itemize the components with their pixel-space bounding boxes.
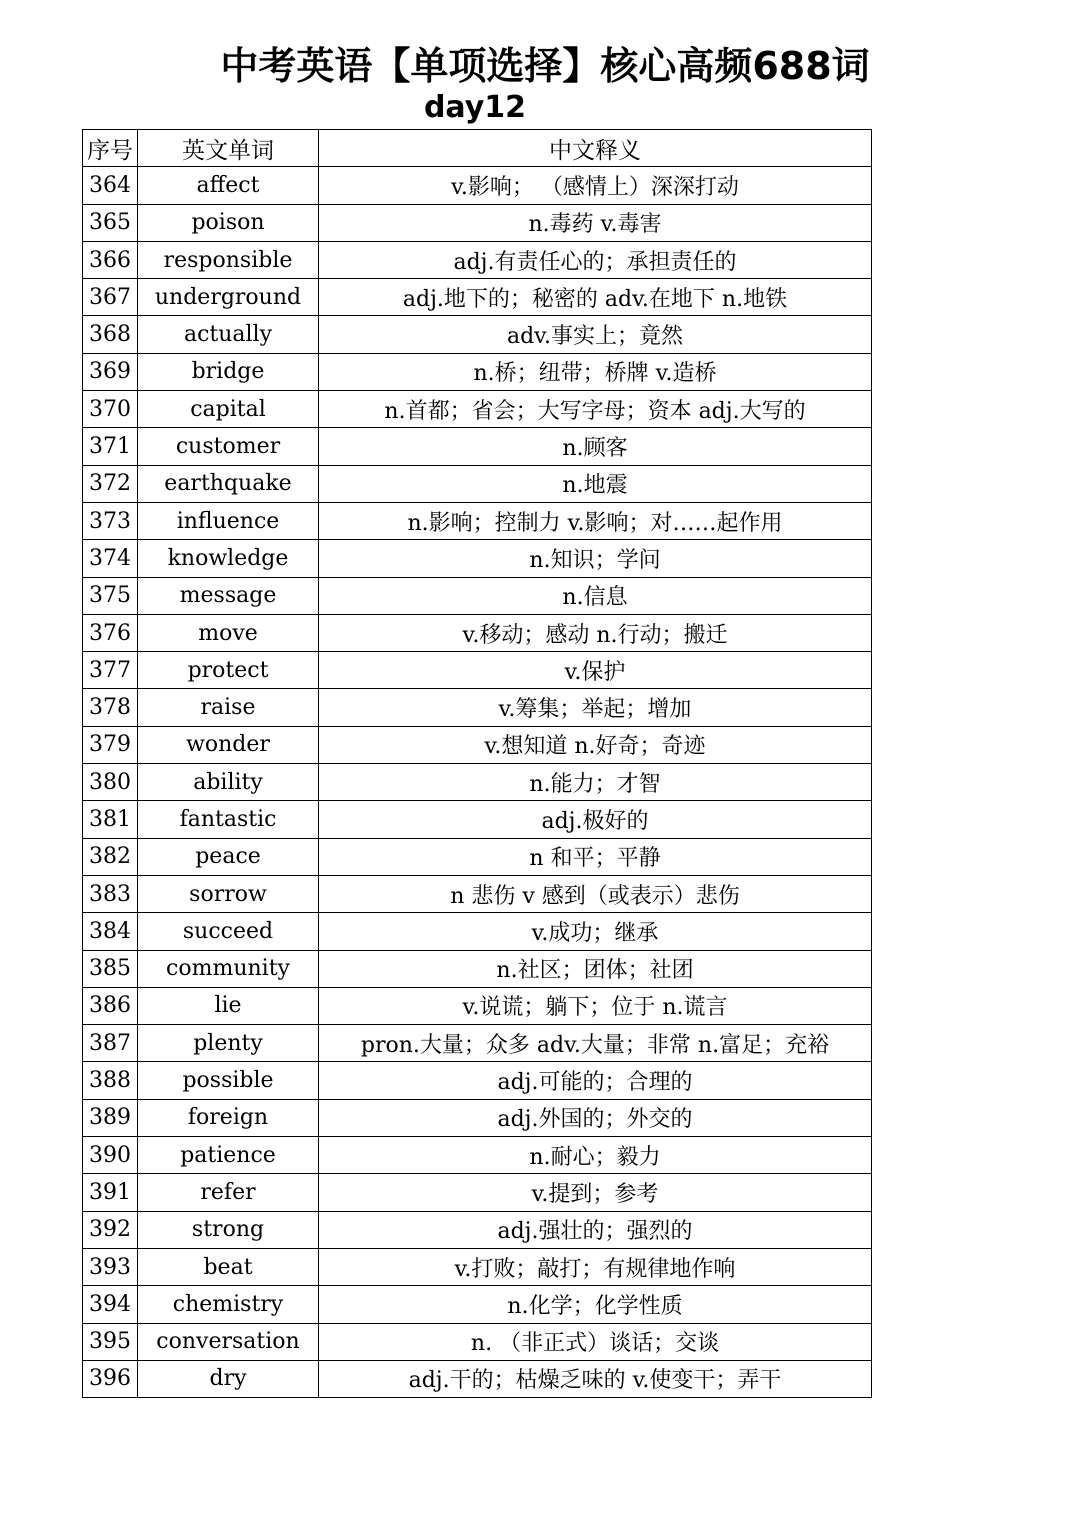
row-word: sorrow bbox=[138, 875, 319, 912]
row-number: 371 bbox=[83, 428, 138, 465]
table-row bbox=[83, 987, 872, 1024]
table-row bbox=[83, 1025, 872, 1062]
table-row bbox=[83, 689, 872, 726]
row-word: wonder bbox=[138, 726, 319, 763]
row-number: 396 bbox=[83, 1360, 138, 1397]
row-word: patience bbox=[138, 1137, 319, 1174]
table-row bbox=[83, 838, 872, 875]
row-word: peace bbox=[138, 838, 319, 875]
row-number: 388 bbox=[83, 1062, 138, 1099]
row-number: 368 bbox=[83, 316, 138, 353]
table-row bbox=[83, 540, 872, 577]
table-row bbox=[83, 950, 872, 987]
row-meaning: adj.地下的；秘密的 adv.在地下 n.地铁 bbox=[319, 279, 872, 316]
row-word: lie bbox=[138, 987, 319, 1024]
table-row bbox=[83, 465, 872, 502]
row-word: bridge bbox=[138, 353, 319, 390]
row-word: earthquake bbox=[138, 465, 319, 502]
row-meaning: adj.可能的；合理的 bbox=[319, 1062, 872, 1099]
table-row bbox=[83, 913, 872, 950]
row-meaning: n.顾客 bbox=[319, 428, 872, 465]
row-meaning: n.首都；省会；大写字母；资本 adj.大写的 bbox=[319, 391, 872, 428]
table-row bbox=[83, 204, 872, 241]
header-meaning: 中文释义 bbox=[319, 130, 872, 167]
row-word: influence bbox=[138, 502, 319, 539]
table-row bbox=[83, 577, 872, 614]
row-meaning: v.移动；感动 n.行动；搬迁 bbox=[319, 614, 872, 651]
row-word: conversation bbox=[138, 1323, 319, 1360]
row-word: move bbox=[138, 614, 319, 651]
row-meaning: n.知识；学问 bbox=[319, 540, 872, 577]
row-number: 386 bbox=[83, 987, 138, 1024]
row-word: beat bbox=[138, 1248, 319, 1285]
row-word: possible bbox=[138, 1062, 319, 1099]
row-word: underground bbox=[138, 279, 319, 316]
table-row bbox=[83, 428, 872, 465]
row-number: 381 bbox=[83, 801, 138, 838]
table-row bbox=[83, 1248, 872, 1285]
table-row bbox=[83, 391, 872, 428]
table-row bbox=[83, 726, 872, 763]
row-word: foreign bbox=[138, 1099, 319, 1136]
row-meaning: pron.大量；众多 adv.大量；非常 n.富足；充裕 bbox=[319, 1025, 872, 1062]
row-meaning: adj.极好的 bbox=[319, 801, 872, 838]
row-number: 390 bbox=[83, 1137, 138, 1174]
row-word: dry bbox=[138, 1360, 319, 1397]
row-word: succeed bbox=[138, 913, 319, 950]
row-number: 389 bbox=[83, 1099, 138, 1136]
row-number: 370 bbox=[83, 391, 138, 428]
row-meaning: v.提到；参考 bbox=[319, 1174, 872, 1211]
page-subtitle: day12 bbox=[423, 90, 527, 125]
row-number: 387 bbox=[83, 1025, 138, 1062]
row-meaning: n.能力；才智 bbox=[319, 764, 872, 801]
row-number: 384 bbox=[83, 913, 138, 950]
page-title: 中考英语【单项选择】核心高频688词 bbox=[220, 44, 870, 88]
row-number: 395 bbox=[83, 1323, 138, 1360]
row-number: 372 bbox=[83, 465, 138, 502]
table-row bbox=[83, 167, 872, 204]
row-word: knowledge bbox=[138, 540, 319, 577]
row-meaning: n.社区；团体；社团 bbox=[319, 950, 872, 987]
table-row bbox=[83, 1211, 872, 1248]
table-row bbox=[83, 353, 872, 390]
table-row bbox=[83, 801, 872, 838]
row-number: 377 bbox=[83, 652, 138, 689]
row-word: poison bbox=[138, 204, 319, 241]
header-number: 序号 bbox=[83, 130, 138, 167]
row-number: 376 bbox=[83, 614, 138, 651]
row-meaning: n.桥；纽带；桥牌 v.造桥 bbox=[319, 353, 872, 390]
table-row bbox=[83, 1062, 872, 1099]
row-word: community bbox=[138, 950, 319, 987]
table-row bbox=[83, 1360, 872, 1397]
row-meaning: v.筹集；举起；增加 bbox=[319, 689, 872, 726]
row-meaning: n.地震 bbox=[319, 465, 872, 502]
row-number: 369 bbox=[83, 353, 138, 390]
row-meaning: v.打败；敲打；有规律地作响 bbox=[319, 1248, 872, 1285]
row-number: 382 bbox=[83, 838, 138, 875]
row-number: 385 bbox=[83, 950, 138, 987]
row-word: fantastic bbox=[138, 801, 319, 838]
row-word: responsible bbox=[138, 241, 319, 278]
row-meaning: n. （非正式）谈话；交谈 bbox=[319, 1323, 872, 1360]
row-number: 366 bbox=[83, 241, 138, 278]
table-row bbox=[83, 614, 872, 651]
row-meaning: n 悲伤 v 感到（或表示）悲伤 bbox=[319, 875, 872, 912]
row-meaning: n.耐心；毅力 bbox=[319, 1137, 872, 1174]
row-number: 373 bbox=[83, 502, 138, 539]
row-meaning: n.化学；化学性质 bbox=[319, 1286, 872, 1323]
row-word: capital bbox=[138, 391, 319, 428]
row-number: 380 bbox=[83, 764, 138, 801]
row-meaning: adj.强壮的；强烈的 bbox=[319, 1211, 872, 1248]
table-row bbox=[83, 241, 872, 278]
table-row bbox=[83, 316, 872, 353]
row-word: affect bbox=[138, 167, 319, 204]
row-meaning: v.成功；继承 bbox=[319, 913, 872, 950]
table-row bbox=[83, 875, 872, 912]
row-word: raise bbox=[138, 689, 319, 726]
row-number: 392 bbox=[83, 1211, 138, 1248]
table-row bbox=[83, 502, 872, 539]
row-word: protect bbox=[138, 652, 319, 689]
table-row bbox=[83, 1099, 872, 1136]
row-word: customer bbox=[138, 428, 319, 465]
table-header-row bbox=[83, 130, 872, 167]
row-meaning: adj.外国的；外交的 bbox=[319, 1099, 872, 1136]
row-meaning: n.影响；控制力 v.影响；对……起作用 bbox=[319, 502, 872, 539]
row-number: 374 bbox=[83, 540, 138, 577]
table-row bbox=[83, 1137, 872, 1174]
row-number: 379 bbox=[83, 726, 138, 763]
row-number: 378 bbox=[83, 689, 138, 726]
row-meaning: adj.有责任心的；承担责任的 bbox=[319, 241, 872, 278]
row-number: 375 bbox=[83, 577, 138, 614]
row-meaning: v.说谎；躺下；位于 n.谎言 bbox=[319, 987, 872, 1024]
row-word: chemistry bbox=[138, 1286, 319, 1323]
row-number: 393 bbox=[83, 1248, 138, 1285]
vocabulary-table bbox=[82, 129, 872, 1398]
table-row bbox=[83, 1323, 872, 1360]
table-row bbox=[83, 1174, 872, 1211]
row-word: plenty bbox=[138, 1025, 319, 1062]
table-row bbox=[83, 1286, 872, 1323]
table-row bbox=[83, 764, 872, 801]
header-word: 英文单词 bbox=[138, 130, 319, 167]
row-meaning: adj.干的；枯燥乏味的 v.使变干；弄干 bbox=[319, 1360, 872, 1397]
row-number: 391 bbox=[83, 1174, 138, 1211]
row-meaning: v.影响； （感情上）深深打动 bbox=[319, 167, 872, 204]
row-meaning: v.想知道 n.好奇；奇迹 bbox=[319, 726, 872, 763]
row-word: refer bbox=[138, 1174, 319, 1211]
row-number: 394 bbox=[83, 1286, 138, 1323]
row-word: ability bbox=[138, 764, 319, 801]
row-number: 383 bbox=[83, 875, 138, 912]
table-row bbox=[83, 279, 872, 316]
row-meaning: adv.事实上；竟然 bbox=[319, 316, 872, 353]
row-meaning: n.信息 bbox=[319, 577, 872, 614]
row-word: message bbox=[138, 577, 319, 614]
row-meaning: n 和平；平静 bbox=[319, 838, 872, 875]
row-number: 365 bbox=[83, 204, 138, 241]
row-number: 364 bbox=[83, 167, 138, 204]
row-word: actually bbox=[138, 316, 319, 353]
row-number: 367 bbox=[83, 279, 138, 316]
row-word: strong bbox=[138, 1211, 319, 1248]
row-meaning: n.毒药 v.毒害 bbox=[319, 204, 872, 241]
table-row bbox=[83, 652, 872, 689]
row-meaning: v.保护 bbox=[319, 652, 872, 689]
table-body bbox=[83, 167, 872, 1398]
